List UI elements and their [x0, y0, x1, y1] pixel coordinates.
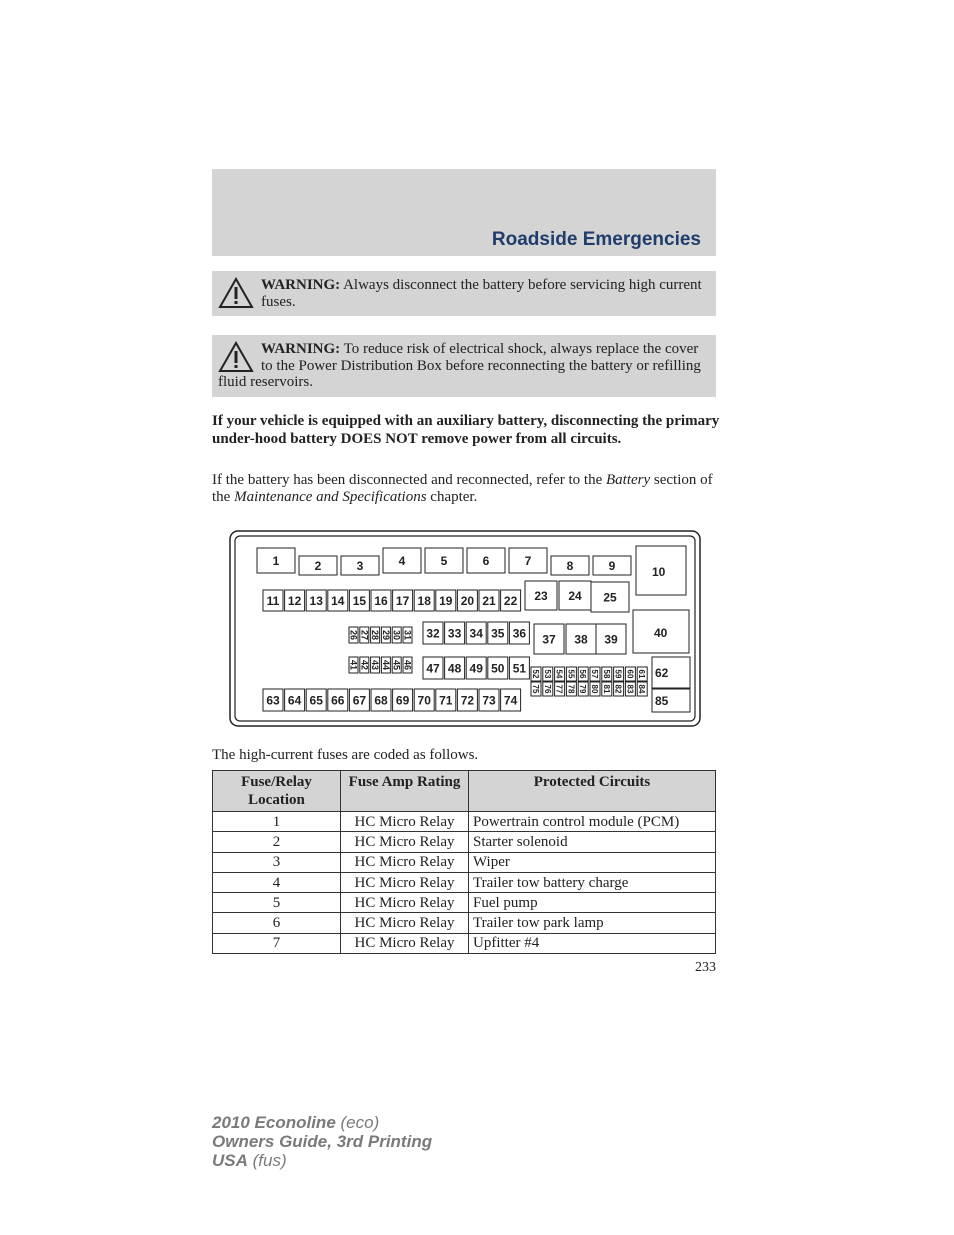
- fuse-slot-35: [488, 622, 508, 644]
- svg-text:19: 19: [439, 594, 453, 608]
- fuse-slot-67: [349, 689, 369, 711]
- fuse-slot-62: [652, 657, 690, 688]
- fuse-slot-32: [423, 622, 443, 644]
- fuse-slot-64: [285, 689, 305, 711]
- fuse-slot-45: [392, 657, 402, 673]
- svg-text:22: 22: [503, 594, 518, 608]
- svg-text:11: 11: [266, 594, 280, 608]
- table-row: [213, 812, 716, 832]
- cell-circuit: Fuel pump: [469, 893, 716, 913]
- fuse-slot-58: [602, 667, 612, 681]
- cell-amp: HC Micro Relay: [341, 852, 469, 872]
- cell-location: 4: [213, 872, 341, 892]
- svg-text:49: 49: [469, 661, 483, 676]
- fuse-slot-77: [555, 682, 565, 696]
- svg-text:20: 20: [460, 594, 475, 608]
- auxiliary-battery-notice: If your vehicle is equipped with an auxiliary battery, disconnecting the primary under-hood battery DOES NOT remove power from all circuits.: [212, 413, 720, 447]
- svg-text:75: 75: [531, 684, 540, 694]
- cell-amp: HC Micro Relay: [341, 832, 469, 852]
- fuse-slot-4: [383, 548, 421, 573]
- svg-text:60: 60: [625, 669, 635, 679]
- fuse-slot-6: [467, 548, 505, 573]
- svg-text:33: 33: [447, 626, 462, 641]
- svg-text:3: 3: [356, 559, 364, 573]
- table-row: [213, 872, 716, 892]
- fuse-slot-18: [414, 590, 434, 611]
- cell-circuit: Trailer tow park lamp: [469, 913, 716, 933]
- fuse-slot-51: [509, 657, 529, 679]
- fuse-slot-24: [559, 581, 591, 610]
- svg-text:1: 1: [272, 554, 280, 568]
- chapter-link-text: Maintenance and Specifications: [234, 488, 427, 505]
- svg-text:50: 50: [491, 661, 505, 676]
- warning-triangle-icon: [218, 277, 254, 309]
- svg-text:17: 17: [395, 594, 410, 608]
- svg-text:13: 13: [309, 594, 323, 608]
- footer-market: USA: [212, 1151, 248, 1170]
- fuse-slot-31: [403, 627, 413, 643]
- svg-text:71: 71: [439, 693, 453, 708]
- table-caption: The high-current fuses are coded as follows.: [212, 747, 479, 763]
- svg-text:24: 24: [568, 589, 582, 603]
- fuse-slot-47: [423, 657, 443, 679]
- fuse-slot-9: [593, 556, 631, 575]
- svg-text:74: 74: [503, 693, 518, 708]
- svg-text:16: 16: [374, 594, 388, 608]
- fuse-slot-80: [590, 682, 600, 696]
- fuse-slot-50: [488, 657, 508, 679]
- fuse-slot-3: [341, 556, 379, 575]
- fuse-slot-43: [370, 657, 380, 673]
- cell-amp: HC Micro Relay: [341, 872, 469, 892]
- header-location: Fuse/Relay Location: [213, 771, 341, 812]
- svg-text:34: 34: [469, 626, 483, 641]
- warning-label: WARNING:: [261, 277, 341, 293]
- svg-text:31: 31: [402, 629, 413, 641]
- svg-text:46: 46: [402, 659, 413, 671]
- svg-text:44: 44: [380, 659, 391, 671]
- svg-text:39: 39: [604, 632, 618, 647]
- svg-text:56: 56: [578, 669, 588, 679]
- fuse-slot-84: [637, 682, 647, 696]
- fuse-slot-19: [436, 590, 456, 611]
- cell-amp: HC Micro Relay: [341, 812, 469, 832]
- svg-text:48: 48: [447, 661, 462, 676]
- fuse-slot-83: [625, 682, 635, 696]
- fuse-slot-5: [425, 548, 463, 573]
- svg-text:10: 10: [652, 565, 666, 579]
- svg-text:72: 72: [460, 693, 475, 708]
- fuse-slot-55: [566, 667, 576, 681]
- cell-circuit: Powertrain control module (PCM): [469, 812, 716, 832]
- fuse-slot-10: [636, 546, 686, 595]
- svg-text:83: 83: [625, 684, 635, 694]
- svg-text:81: 81: [601, 684, 611, 694]
- svg-text:28: 28: [370, 629, 381, 641]
- svg-text:70: 70: [417, 693, 431, 708]
- section-header: [212, 169, 716, 256]
- fuse-slot-16: [371, 590, 391, 611]
- footer-model-code: (eco): [335, 1113, 380, 1132]
- svg-text:9: 9: [608, 559, 616, 573]
- svg-text:79: 79: [578, 684, 588, 694]
- fuse-slot-40: [633, 610, 689, 653]
- cell-circuit: Wiper: [469, 852, 716, 872]
- svg-text:29: 29: [380, 629, 391, 641]
- fuse-slot-56: [578, 667, 588, 681]
- svg-text:42: 42: [359, 659, 370, 671]
- svg-text:36: 36: [512, 626, 527, 641]
- fuse-slot-61: [637, 667, 647, 681]
- svg-text:55: 55: [566, 669, 576, 679]
- cell-circuit: Starter solenoid: [469, 832, 716, 852]
- svg-text:65: 65: [309, 693, 323, 708]
- svg-text:35: 35: [491, 626, 505, 641]
- fuse-slot-25: [591, 582, 629, 612]
- fuse-slot-69: [393, 689, 413, 711]
- fuse-slot-54: [555, 667, 565, 681]
- svg-text:18: 18: [417, 594, 431, 608]
- fuse-slot-7: [509, 548, 547, 573]
- fuse-slot-70: [414, 689, 434, 711]
- fuse-slot-44: [381, 657, 391, 673]
- fuse-slot-34: [466, 622, 486, 644]
- warning-triangle-icon: [218, 341, 254, 373]
- svg-text:4: 4: [398, 554, 406, 568]
- fuse-slot-17: [393, 590, 413, 611]
- svg-text:8: 8: [566, 559, 574, 573]
- warning-box-1: [212, 271, 716, 316]
- svg-text:52: 52: [531, 669, 540, 679]
- fuse-slot-81: [602, 682, 612, 696]
- cell-amp: HC Micro Relay: [341, 913, 469, 933]
- fuse-slot-46: [403, 657, 413, 673]
- fuse-slot-36: [509, 622, 529, 644]
- text-run: section of the: [212, 472, 713, 505]
- page-number: 233: [695, 960, 716, 975]
- high-current-fuse-table: [212, 770, 716, 954]
- cell-location: 5: [213, 893, 341, 913]
- fuse-slot-79: [578, 682, 588, 696]
- svg-text:47: 47: [426, 661, 440, 676]
- fuse-slot-75: [531, 682, 541, 696]
- svg-text:51: 51: [512, 661, 527, 676]
- svg-text:77: 77: [554, 684, 564, 694]
- text-run: If the battery has been disconnected and reconnected, refer to the: [212, 472, 606, 488]
- cell-amp: HC Micro Relay: [341, 893, 469, 913]
- svg-text:73: 73: [482, 693, 496, 708]
- table-row: [213, 832, 716, 852]
- fuse-slot-41: [349, 657, 359, 673]
- fuse-slot-59: [614, 667, 624, 681]
- fuse-slot-13: [306, 590, 326, 611]
- svg-text:30: 30: [391, 629, 402, 641]
- svg-text:32: 32: [426, 626, 440, 641]
- warning-label: WARNING:: [261, 341, 341, 357]
- header-amp-rating: Fuse Amp Rating: [341, 771, 469, 812]
- svg-text:76: 76: [542, 684, 552, 694]
- fuse-slot-27: [359, 627, 369, 643]
- cell-amp: HC Micro Relay: [341, 933, 469, 953]
- cell-location: 2: [213, 832, 341, 852]
- cell-circuit: Upfitter #4: [469, 933, 716, 953]
- fuse-slot-71: [436, 689, 456, 711]
- fuse-slot-85: [652, 689, 690, 712]
- cell-location: 6: [213, 913, 341, 933]
- fuse-slot-26: [349, 627, 359, 643]
- warning-box-2: [212, 335, 716, 397]
- svg-text:5: 5: [440, 554, 448, 568]
- fuse-slot-57: [590, 667, 600, 681]
- fuse-slot-28: [370, 627, 380, 643]
- fuse-slot-38: [566, 624, 596, 654]
- cell-location: 3: [213, 852, 341, 872]
- fuse-slot-30: [392, 627, 402, 643]
- table-header-row: [213, 771, 716, 812]
- svg-text:27: 27: [359, 629, 370, 641]
- fuse-slot-82: [614, 682, 624, 696]
- fuse-slot-63: [263, 689, 283, 711]
- warning-text: Always disconnect the battery before servicing high current fuses.: [261, 277, 702, 310]
- svg-text:63: 63: [266, 693, 280, 708]
- fuse-slot-15: [349, 590, 369, 611]
- header-protected-circuits: Protected Circuits: [469, 771, 716, 812]
- fuse-slot-73: [479, 689, 499, 711]
- svg-text:41: 41: [348, 659, 359, 671]
- footer-model: 2010 Econoline: [212, 1113, 336, 1132]
- svg-text:2: 2: [314, 559, 322, 573]
- section-title: Roadside Emergencies: [491, 229, 701, 250]
- fuse-slot-20: [457, 590, 477, 611]
- fuse-slot-11: [263, 590, 283, 611]
- fuse-slot-52: [531, 667, 541, 681]
- table-row: [213, 933, 716, 953]
- battery-reference-paragraph: [212, 472, 722, 505]
- footer-line-3: [212, 1151, 432, 1170]
- table-row: [213, 913, 716, 933]
- fuse-slot-42: [359, 657, 369, 673]
- table-row: [213, 893, 716, 913]
- svg-text:84: 84: [637, 684, 647, 694]
- svg-text:61: 61: [637, 669, 647, 679]
- svg-text:59: 59: [613, 669, 623, 679]
- footer-guide: Owners Guide, 3rd Printing: [212, 1132, 433, 1151]
- text-run: chapter.: [426, 488, 478, 505]
- fuse-slot-60: [625, 667, 635, 681]
- svg-text:57: 57: [590, 669, 599, 679]
- fuse-slot-2: [299, 556, 337, 575]
- fuse-slot-65: [306, 689, 326, 711]
- svg-text:7: 7: [524, 554, 532, 568]
- svg-text:54: 54: [554, 669, 564, 679]
- svg-text:25: 25: [603, 590, 617, 605]
- fuse-slot-39: [596, 624, 626, 654]
- fuse-slot-1: [257, 548, 295, 573]
- cell-circuit: Trailer tow battery charge: [469, 872, 716, 892]
- cell-location: 7: [213, 933, 341, 953]
- svg-text:6: 6: [482, 554, 490, 568]
- svg-text:40: 40: [654, 626, 668, 640]
- fuse-slot-37: [534, 624, 564, 654]
- fuse-slot-78: [566, 682, 576, 696]
- svg-text:26: 26: [348, 629, 359, 641]
- fuse-slot-74: [501, 689, 521, 711]
- fuse-slot-72: [457, 689, 477, 711]
- fuse-slot-12: [285, 590, 305, 611]
- svg-text:12: 12: [287, 594, 302, 608]
- fuse-slot-66: [328, 689, 348, 711]
- svg-text:37: 37: [542, 632, 556, 647]
- svg-text:85: 85: [655, 694, 669, 708]
- fuse-slot-8: [551, 556, 589, 575]
- svg-text:66: 66: [331, 693, 345, 708]
- svg-text:23: 23: [534, 589, 548, 603]
- fuse-slot-48: [445, 657, 465, 679]
- fuse-slot-68: [371, 689, 391, 711]
- fuse-slot-22: [501, 590, 521, 611]
- svg-text:21: 21: [482, 594, 496, 608]
- svg-text:68: 68: [374, 693, 388, 708]
- warning-text: To reduce risk of electrical shock, always replace the cover to the Power Distribution Box before reconnecting the battery or refilling fluid reservoirs.: [218, 341, 701, 390]
- svg-text:78: 78: [566, 684, 576, 694]
- fuse-slot-53: [543, 667, 553, 681]
- cell-location: 1: [213, 812, 341, 832]
- fuse-slot-76: [543, 682, 553, 696]
- battery-link-text: Battery: [605, 472, 651, 488]
- svg-text:82: 82: [613, 684, 623, 694]
- fuse-slot-23: [525, 581, 557, 610]
- footer-line-2: [212, 1132, 432, 1151]
- svg-text:15: 15: [352, 594, 367, 608]
- svg-text:38: 38: [574, 632, 588, 647]
- svg-text:14: 14: [331, 594, 345, 608]
- svg-text:62: 62: [655, 666, 669, 680]
- footer-line-1: [212, 1113, 432, 1132]
- fuse-slot-33: [445, 622, 465, 644]
- svg-text:58: 58: [601, 669, 611, 679]
- fuse-slot-21: [479, 590, 499, 611]
- fuse-slot-49: [466, 657, 486, 679]
- svg-text:69: 69: [395, 693, 410, 708]
- footer-market-code: (fus): [247, 1151, 287, 1170]
- power-distribution-box-diagram: [229, 530, 701, 727]
- svg-text:67: 67: [352, 693, 367, 708]
- svg-text:43: 43: [370, 659, 381, 671]
- fuse-slot-29: [381, 627, 391, 643]
- svg-text:45: 45: [391, 659, 402, 671]
- svg-text:64: 64: [287, 693, 302, 708]
- svg-text:53: 53: [542, 669, 552, 679]
- document-footer: [212, 1113, 432, 1170]
- table-row: [213, 852, 716, 872]
- svg-text:80: 80: [590, 684, 599, 694]
- fuse-slot-14: [328, 590, 348, 611]
